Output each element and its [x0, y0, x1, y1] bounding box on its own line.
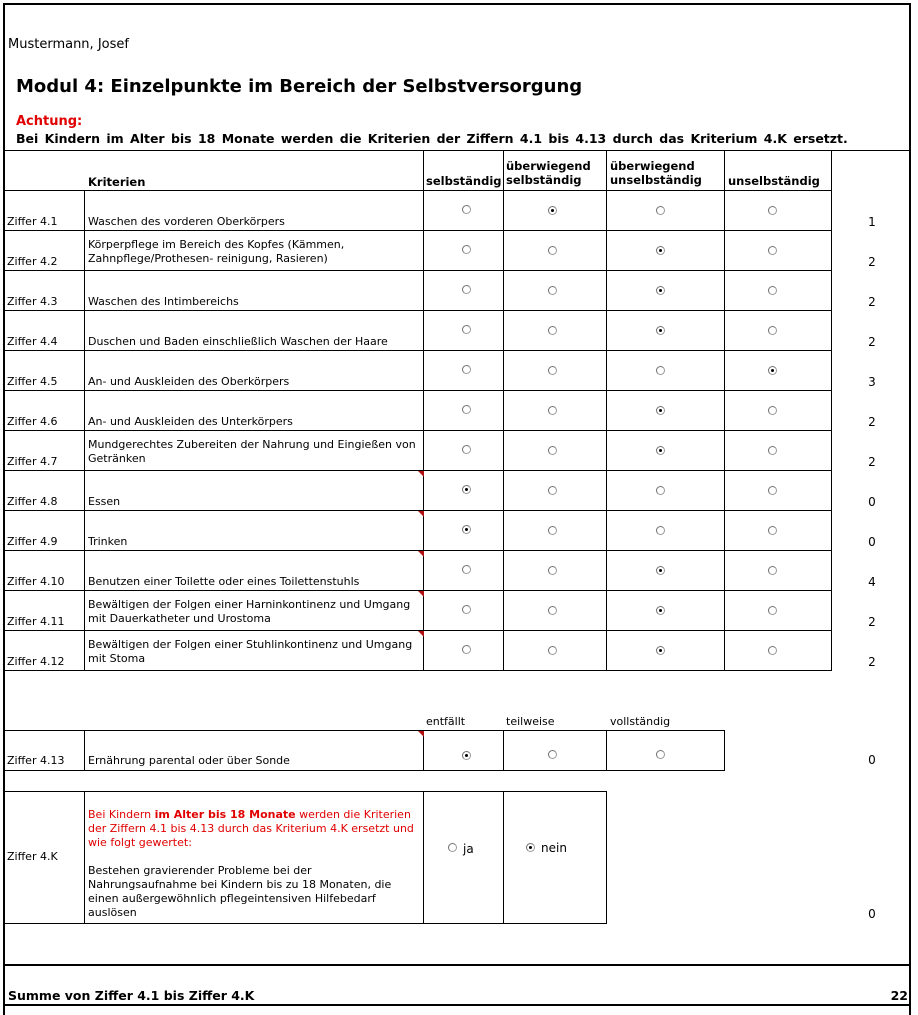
row-divider — [724, 470, 725, 511]
row-divider — [503, 630, 504, 671]
ziffer-label: Ziffer 4.K — [7, 850, 58, 863]
radio-option[interactable] — [548, 566, 557, 575]
row-score: 2 — [868, 255, 876, 269]
row-score: 1 — [868, 215, 876, 229]
radio-option[interactable] — [462, 605, 471, 614]
radio-option[interactable] — [656, 326, 665, 335]
row-divider — [606, 510, 607, 551]
comment-marker-icon[interactable] — [418, 731, 424, 737]
option-header-vollstaendig: vollständig — [610, 715, 671, 728]
row-divider — [84, 430, 85, 471]
row-divider — [606, 190, 607, 231]
summary-bottom-line — [5, 1004, 910, 1006]
radio-option[interactable] — [656, 486, 665, 495]
frame-left-border — [3, 3, 5, 1015]
person-name: Mustermann, Josef — [8, 37, 129, 52]
radio-option[interactable] — [768, 566, 777, 575]
ziffer-label: Ziffer 4.1 — [7, 215, 58, 228]
radio-option[interactable] — [768, 606, 777, 615]
option-ja-label: ja — [463, 842, 474, 856]
row-divider — [831, 510, 832, 551]
row-divider — [423, 270, 424, 311]
column-header-ueberwiegend-unselbstaendig — [610, 159, 702, 187]
page-title: Modul 4: Einzelpunkte im Bereich der Selbstversorgung — [16, 76, 583, 97]
header-divider — [606, 150, 607, 190]
summary-label: Summe von Ziffer 4.1 bis Ziffer 4.K — [8, 988, 255, 1003]
radio-option[interactable] — [462, 205, 471, 214]
ziffer-label: Ziffer 4.8 — [7, 495, 58, 508]
row-divider — [831, 550, 832, 591]
row-divider — [423, 350, 424, 391]
row-divider — [831, 190, 832, 231]
radio-option[interactable] — [656, 646, 665, 655]
radio-option[interactable] — [768, 526, 777, 535]
table413-bottom-line — [5, 770, 725, 771]
row-divider — [503, 430, 504, 471]
row-divider — [84, 630, 85, 671]
row-divider — [503, 510, 504, 551]
ziffer-label: Ziffer 4.5 — [7, 375, 58, 388]
row-divider — [606, 430, 607, 471]
radio-option[interactable] — [548, 246, 557, 255]
criterion-label: Waschen des vorderen Oberkörpers — [88, 215, 285, 228]
note-bold-text: im Alter bis 18 Monate — [154, 808, 296, 821]
comment-marker-icon[interactable] — [418, 591, 424, 597]
table413-divider — [503, 730, 504, 771]
row-divider — [831, 590, 832, 631]
criterion-label: Ernährung parental oder über Sonde — [88, 754, 290, 767]
row-divider — [724, 430, 725, 471]
table4k-divider — [423, 791, 424, 924]
radio-option[interactable] — [548, 206, 557, 215]
radio-option[interactable] — [548, 366, 557, 375]
row-divider — [831, 230, 832, 271]
row-divider — [606, 470, 607, 511]
radio-option[interactable] — [656, 286, 665, 295]
table4k-divider — [84, 791, 85, 924]
radio-option[interactable] — [548, 326, 557, 335]
radio-option[interactable] — [548, 526, 557, 535]
row-divider — [724, 590, 725, 631]
row-divider — [84, 230, 85, 271]
table413-divider — [84, 730, 85, 771]
ziffer-label: Ziffer 4.3 — [7, 295, 58, 308]
row-divider — [423, 190, 424, 231]
header-bottom-line — [5, 190, 831, 191]
row-score: 4 — [868, 575, 876, 589]
row-divider — [724, 190, 725, 231]
column-header-line: überwiegend — [506, 159, 591, 173]
row-line — [5, 390, 831, 391]
radio-option[interactable] — [768, 206, 777, 215]
row-divider — [724, 390, 725, 431]
ziffer-label: Ziffer 4.4 — [7, 335, 58, 348]
radio-vollstaendig[interactable] — [656, 750, 665, 759]
column-header-unselbstaendig: unselbständig — [728, 174, 820, 188]
row-divider — [84, 350, 85, 391]
header-divider — [423, 150, 424, 190]
column-header-ueberwiegend-selbstaendig — [506, 159, 591, 187]
table413-top-line — [5, 730, 725, 731]
table413-divider — [606, 730, 607, 771]
radio-teilweise[interactable] — [548, 750, 557, 759]
radio-option[interactable] — [462, 525, 471, 534]
row-divider — [606, 390, 607, 431]
table4k-divider — [606, 791, 607, 924]
radio-option[interactable] — [768, 286, 777, 295]
radio-option[interactable] — [656, 446, 665, 455]
comment-marker-icon[interactable] — [418, 471, 424, 477]
row-line — [5, 310, 831, 311]
table4k-red-note — [88, 808, 418, 850]
row-divider — [606, 310, 607, 351]
row-divider — [831, 310, 832, 351]
criterion-label: Benutzen einer Toilette oder eines Toilettenstuhls — [88, 575, 360, 588]
radio-option[interactable] — [656, 246, 665, 255]
radio-option[interactable] — [656, 206, 665, 215]
note-text: Bei Kindern — [88, 808, 155, 821]
column-header-line: überwiegend — [610, 159, 695, 173]
row-score: 3 — [868, 375, 876, 389]
radio-option[interactable] — [768, 246, 777, 255]
row-score: 2 — [868, 415, 876, 429]
radio-option[interactable] — [548, 446, 557, 455]
summary-value: 22 — [890, 988, 908, 1003]
radio-option[interactable] — [462, 645, 471, 654]
note-text: werden die Kriterien der Ziffern 4.1 bis 4.13 durch das Kriterium 4.K ersetzt und wie folgt gewertet: — [88, 808, 414, 849]
table413-divider — [724, 730, 725, 771]
comment-marker-icon[interactable] — [418, 511, 424, 517]
radio-option[interactable] — [656, 366, 665, 375]
row-divider — [503, 230, 504, 271]
radio-option[interactable] — [462, 485, 471, 494]
radio-option[interactable] — [462, 245, 471, 254]
radio-option[interactable] — [548, 646, 557, 655]
radio-ja[interactable] — [448, 843, 457, 852]
criterion-label: Körperpflege im Bereich des Kopfes (Kämmen, Zahnpflege/Prothesen- reinigung, Rasieren) — [88, 238, 345, 265]
row-divider — [606, 550, 607, 591]
row-divider — [831, 430, 832, 471]
row-divider — [724, 310, 725, 351]
row-divider — [831, 390, 832, 431]
ziffer-label: Ziffer 4.13 — [7, 754, 65, 767]
row-score: 0 — [868, 495, 876, 509]
row-divider — [423, 430, 424, 471]
row-divider — [84, 190, 85, 231]
criterion-label: Trinken — [88, 535, 128, 548]
row-divider — [606, 350, 607, 391]
warning-text: Bei Kindern im Alter bis 18 Monate werden die Kriterien der Ziffern 4.1 bis 4.13 durch das Kriterium 4.K ersetzt. — [16, 131, 848, 146]
column-header-line: unselbständig — [610, 173, 702, 187]
row-score: 2 — [868, 655, 876, 669]
frame-right-border — [909, 3, 911, 1015]
table4k-description: Bestehen gravierender Probleme bei der Nahrungsaufnahme bei Kindern bis zu 18 Monaten, die einen außergewöhnlich pflegeintensiven Hilfebedarf auslösen — [88, 864, 392, 919]
row-score: 2 — [868, 455, 876, 469]
row-divider — [503, 310, 504, 351]
frame-top-border — [3, 3, 910, 5]
row-divider — [423, 390, 424, 431]
radio-option[interactable] — [462, 445, 471, 454]
row-divider — [503, 190, 504, 231]
row-divider — [423, 230, 424, 271]
row-divider — [831, 270, 832, 311]
row-divider — [84, 510, 85, 551]
summary-top-line — [5, 964, 910, 966]
row-divider — [831, 350, 832, 391]
row-divider — [423, 310, 424, 351]
option-header-entfaellt: entfällt — [426, 715, 466, 728]
radio-option[interactable] — [768, 446, 777, 455]
ziffer-label: Ziffer 4.9 — [7, 535, 58, 548]
row-line — [5, 350, 831, 351]
ziffer-label: Ziffer 4.12 — [7, 655, 65, 668]
radio-option[interactable] — [656, 566, 665, 575]
row-divider — [724, 550, 725, 591]
radio-option[interactable] — [656, 526, 665, 535]
table4k-divider — [503, 791, 504, 924]
row-divider — [606, 270, 607, 311]
row-divider — [724, 630, 725, 671]
criterion-label: Duschen und Baden einschließlich Waschen der Haare — [88, 335, 388, 348]
row-divider — [84, 470, 85, 511]
row-divider — [724, 270, 725, 311]
row-line — [5, 430, 831, 431]
row-score: 0 — [868, 535, 876, 549]
radio-option[interactable] — [768, 406, 777, 415]
radio-option[interactable] — [462, 565, 471, 574]
criterion-label: An- und Auskleiden des Unterkörpers — [88, 415, 293, 428]
radio-option[interactable] — [768, 366, 777, 375]
radio-option[interactable] — [548, 286, 557, 295]
criterion-label: Waschen des Intimbereichs — [88, 295, 239, 308]
row-divider — [503, 590, 504, 631]
row-divider — [503, 390, 504, 431]
column-header-line: selbständig — [506, 173, 582, 187]
row-score: 2 — [868, 295, 876, 309]
radio-option[interactable] — [656, 606, 665, 615]
radio-option[interactable] — [548, 486, 557, 495]
row-line — [5, 270, 831, 271]
radio-nein[interactable] — [526, 843, 535, 852]
radio-option[interactable] — [768, 326, 777, 335]
comment-marker-icon[interactable] — [418, 551, 424, 557]
row-divider — [724, 350, 725, 391]
row-divider — [84, 310, 85, 351]
radio-option[interactable] — [768, 486, 777, 495]
radio-option[interactable] — [548, 406, 557, 415]
row-divider — [503, 550, 504, 591]
criterion-label: Mundgerechtes Zubereiten der Nahrung und Eingießen von Getränken — [88, 438, 416, 465]
row-divider — [503, 350, 504, 391]
row-divider — [606, 230, 607, 271]
row-score: 2 — [868, 615, 876, 629]
row-score: 2 — [868, 335, 876, 349]
warning-label: Achtung: — [16, 114, 83, 129]
radio-entfaellt[interactable] — [462, 751, 471, 760]
radio-option[interactable] — [462, 365, 471, 374]
criterion-label: Bewältigen der Folgen einer Stuhlinkontinenz und Umgang mit Stoma — [88, 638, 413, 665]
row-divider — [606, 590, 607, 631]
ziffer-label: Ziffer 4.7 — [7, 455, 58, 468]
header-divider — [724, 150, 725, 190]
option-nein-label: nein — [541, 841, 567, 855]
table4k-top-line — [5, 791, 607, 792]
row-divider — [606, 630, 607, 671]
radio-option[interactable] — [548, 606, 557, 615]
ziffer-label: Ziffer 4.11 — [7, 615, 65, 628]
row-divider — [503, 270, 504, 311]
radio-option[interactable] — [768, 646, 777, 655]
radio-option[interactable] — [462, 405, 471, 414]
row-divider — [503, 470, 504, 511]
option-header-teilweise: teilweise — [506, 715, 555, 728]
header-divider — [831, 150, 832, 190]
row-line — [5, 670, 831, 671]
ziffer-label: Ziffer 4.10 — [7, 575, 65, 588]
row-line — [5, 230, 831, 231]
row-divider — [84, 590, 85, 631]
table4k-bottom-line — [5, 923, 607, 924]
score-4-13: 0 — [868, 753, 876, 767]
radio-option[interactable] — [462, 285, 471, 294]
ziffer-label: Ziffer 4.2 — [7, 255, 58, 268]
criterion-label: Bewältigen der Folgen einer Harninkontinenz und Umgang mit Dauerkatheter und Urostoma — [88, 598, 411, 625]
comment-marker-icon[interactable] — [418, 631, 424, 637]
radio-option[interactable] — [462, 325, 471, 334]
column-header-kriterien: Kriterien — [88, 175, 146, 189]
row-divider — [84, 550, 85, 591]
row-divider — [831, 630, 832, 671]
header-divider — [503, 150, 504, 190]
row-divider — [84, 270, 85, 311]
criterion-label: Essen — [88, 495, 121, 508]
radio-option[interactable] — [656, 406, 665, 415]
column-header-selbstaendig: selbständig — [426, 174, 502, 188]
table4k-note — [88, 808, 418, 920]
ziffer-label: Ziffer 4.6 — [7, 415, 58, 428]
row-divider — [84, 390, 85, 431]
row-divider — [724, 230, 725, 271]
header-top-line — [5, 150, 910, 151]
row-divider — [724, 510, 725, 551]
score-4-k: 0 — [868, 907, 876, 921]
criterion-label: An- und Auskleiden des Oberkörpers — [88, 375, 290, 388]
row-divider — [831, 470, 832, 511]
